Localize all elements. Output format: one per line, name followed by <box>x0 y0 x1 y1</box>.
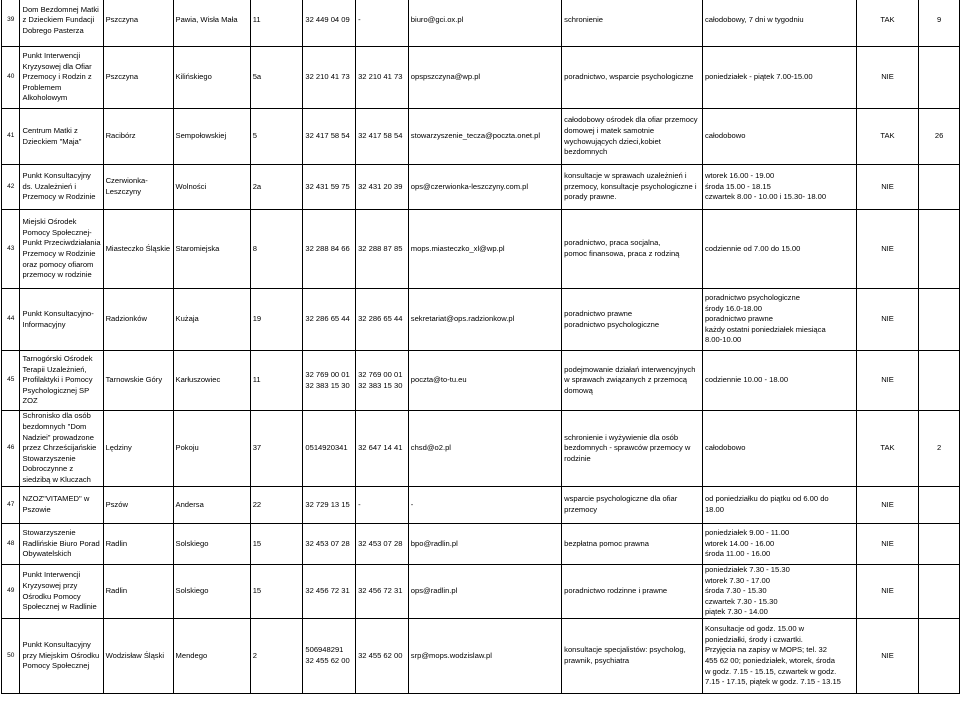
hours-cell <box>702 619 856 694</box>
institution-name-cell <box>20 524 103 565</box>
table-row <box>2 0 960 47</box>
institution-name-cell <box>20 565 103 619</box>
email-cell: biuro@gci.ox.pl <box>408 0 561 47</box>
institution-name-cell-line: Alkoholowym <box>22 93 68 103</box>
institution-name-cell-line: Centrum Matki z <box>22 125 78 135</box>
institution-name-cell-line: Punkt Interwencji <box>22 570 81 580</box>
scope-cell-line: porady prawne. <box>564 192 617 202</box>
phone-cell-line: 0514920341 <box>305 443 348 453</box>
hours-cell-line: 18.00 <box>704 505 724 514</box>
institution-name-cell <box>20 165 103 210</box>
fee-cell: NIE <box>856 351 918 411</box>
fax-cell <box>356 47 409 109</box>
city-cell-line: Lędziny <box>105 443 132 453</box>
city-cell-line: Pszów <box>105 499 128 509</box>
institution-name-cell <box>20 487 103 524</box>
row-number-cell: 47 <box>2 487 20 524</box>
institution-name-cell-line: Dom Bezdomnej Matki <box>22 4 99 14</box>
fee-cell: NIE <box>856 487 918 524</box>
institution-name-cell-line: Punkt Interwencji <box>22 51 81 61</box>
institution-name-cell <box>20 411 103 487</box>
table-body <box>2 0 960 694</box>
email-cell: bpo@radlin.pl <box>408 524 561 565</box>
fax-cell-line: 32 647 14 41 <box>358 443 403 453</box>
institution-name-cell-line: ds. Uzależnień i <box>22 181 77 191</box>
institution-name-cell-line: ZOZ <box>22 396 38 406</box>
hours-cell <box>702 109 856 165</box>
institution-name-cell-line: Punkt Przeciwdziałania <box>22 238 101 248</box>
table-row <box>2 411 960 487</box>
scope-cell <box>562 619 703 694</box>
house-number-cell: 2 <box>250 619 303 694</box>
scope-cell <box>562 411 703 487</box>
hours-cell-line: całodobowo <box>704 443 746 453</box>
table-row <box>2 289 960 351</box>
street-cell: Staromiejska <box>173 210 250 289</box>
hours-cell <box>702 47 856 109</box>
places-cell <box>919 165 960 210</box>
house-number-cell: 8 <box>250 210 303 289</box>
fax-cell-line: 32 210 41 73 <box>358 72 403 82</box>
phone-cell <box>303 0 356 47</box>
institution-name-cell-line: Przemocy i Rodzin z <box>22 72 92 82</box>
places-cell <box>919 351 960 411</box>
email-cell: opspszczyna@wp.pl <box>408 47 561 109</box>
phone-cell <box>303 565 356 619</box>
table-row <box>2 47 960 109</box>
fax-cell-line: 32 286 65 44 <box>358 314 403 324</box>
fee-cell: NIE <box>856 210 918 289</box>
fax-cell-line: 32 455 62 00 <box>358 650 403 660</box>
table-row <box>2 165 960 210</box>
street-cell: Sempołowskiej <box>173 109 250 165</box>
hours-cell <box>702 411 856 487</box>
city-cell-line: Radzionków <box>105 314 147 324</box>
street-cell: Kużaja <box>173 289 250 351</box>
fax-cell <box>356 165 409 210</box>
institution-name-cell-line: Nadziei" prowadzone <box>22 432 94 442</box>
city-cell <box>103 109 173 165</box>
institution-name-cell-line: Informacyjny <box>22 319 66 329</box>
phone-cell <box>303 47 356 109</box>
hours-cell-line: poniedziałki, środy i czwartki. <box>704 634 803 644</box>
fax-cell-line: 32 431 20 39 <box>358 181 403 191</box>
street-cell: Kilińskiego <box>173 47 250 109</box>
institution-name-cell <box>20 289 103 351</box>
institution-name-cell-line: z Dzieckiem Fundacji <box>22 15 95 25</box>
institution-name-cell-line: przemocy w rodzinie <box>22 270 92 280</box>
city-cell <box>103 565 173 619</box>
city-cell-line: Tarnowskie Góry <box>105 375 163 385</box>
institution-name-cell-line: Pszowie <box>22 505 51 514</box>
hours-cell <box>702 565 856 619</box>
row-number-cell: 44 <box>2 289 20 351</box>
house-number-cell: 5a <box>250 47 303 109</box>
hours-cell <box>702 210 856 289</box>
fax-cell-line: 32 456 72 31 <box>358 586 403 596</box>
city-cell <box>103 47 173 109</box>
hours-cell-line: wtorek 14.00 - 16.00 <box>704 538 775 548</box>
hours-cell <box>702 351 856 411</box>
scope-cell-line: przemocy <box>564 505 598 514</box>
institution-name-cell-line: Tarnogórski Ośrodek <box>22 354 93 364</box>
institution-name-cell-line: Dobroczynne z <box>22 464 74 474</box>
phone-cell <box>303 165 356 210</box>
hours-cell-line: od poniedziałku do piątku od 6.00 do <box>704 494 829 504</box>
institution-name-cell-line: Dzieckiem "Maja" <box>22 136 82 146</box>
institution-name-cell-line: bezdomnych "Dom <box>22 422 87 432</box>
city-cell-line: Pszczyna <box>105 72 139 82</box>
scope-cell-line: konsultacje specjalistów: psycholog, <box>564 645 686 655</box>
places-cell <box>919 565 960 619</box>
fax-cell <box>356 109 409 165</box>
hours-cell-line: 8.00-10.00 <box>704 335 742 345</box>
hours-cell <box>702 165 856 210</box>
city-cell <box>103 289 173 351</box>
phone-cell-line: 32 456 72 31 <box>305 586 350 596</box>
institution-name-cell-line: Pomocy Społecznej- <box>22 227 92 237</box>
institution-name-cell-line: Problemem <box>22 82 62 92</box>
email-cell: ops@czerwionka-leszczyny.com.pl <box>408 165 561 210</box>
institution-name-cell-line: Kryzysowej dla Ofiar <box>22 61 92 71</box>
institution-name-cell <box>20 47 103 109</box>
scope-cell-line: domowej i matek samotnie <box>564 125 655 135</box>
institution-name-cell-line: przy Miejskim Ośrodku <box>22 650 100 660</box>
table-row <box>2 619 960 694</box>
fee-cell: NIE <box>856 565 918 619</box>
city-cell-line: Radlin <box>105 538 128 548</box>
phone-cell-line: 32 431 59 75 <box>305 181 350 191</box>
institution-name-cell-line: Społecznej w Radlinie <box>22 602 97 612</box>
scope-cell-line: bezdomnych - sprawców przemocy w <box>564 443 691 453</box>
institutions-table <box>1 0 960 694</box>
scope-cell <box>562 487 703 524</box>
city-cell <box>103 487 173 524</box>
city-cell <box>103 0 173 47</box>
email-cell: mops.miasteczko_xl@wp.pl <box>408 210 561 289</box>
fax-cell <box>356 289 409 351</box>
street-cell: Karłuszowiec <box>173 351 250 411</box>
institution-name-cell-line: siedzibą w Kluczach <box>22 474 91 484</box>
phone-cell-line: 32 769 00 01 <box>305 369 350 379</box>
scope-cell-line: rodzinie <box>564 453 591 463</box>
email-cell: sekretariat@ops.radzionkow.pl <box>408 289 561 351</box>
places-cell <box>919 210 960 289</box>
fee-cell: NIE <box>856 165 918 210</box>
scope-cell-line: w sprawach związanych z przemocą <box>564 375 687 385</box>
institution-name-cell <box>20 619 103 694</box>
table-row <box>2 351 960 411</box>
fee-cell: NIE <box>856 619 918 694</box>
house-number-cell: 15 <box>250 524 303 565</box>
phone-cell <box>303 289 356 351</box>
hours-cell <box>702 0 856 47</box>
scope-cell <box>562 289 703 351</box>
scope-cell-line: bezdomnych <box>564 147 608 157</box>
phone-cell <box>303 411 356 487</box>
hours-cell <box>702 524 856 565</box>
places-cell: 2 <box>919 411 960 487</box>
institution-name-cell-line: Schronisko dla osób <box>22 411 91 421</box>
hours-cell-line: poniedziałek 7.30 - 15.30 <box>704 565 790 575</box>
street-cell: Andersa <box>173 487 250 524</box>
phone-cell-line: 32 288 84 66 <box>305 243 350 253</box>
city-cell <box>103 619 173 694</box>
city-cell <box>103 351 173 411</box>
institution-name-cell-line: Profilaktyki i Pomocy <box>22 375 93 385</box>
row-number-cell: 48 <box>2 524 20 565</box>
scope-cell <box>562 565 703 619</box>
places-cell: 9 <box>919 0 960 47</box>
scope-cell-line: poradnictwo, praca socjalna, <box>564 238 661 248</box>
institution-name-cell-line: Punkt Konsultacyjno- <box>22 308 94 318</box>
institution-name-cell-line: Przemocy w Rodzinie <box>22 249 96 258</box>
scope-cell-line: bezpłatna pomoc prawna <box>564 538 650 548</box>
house-number-cell: 37 <box>250 411 303 487</box>
scope-cell-line: wsparcie psychologiczne dla ofiar <box>564 494 678 504</box>
row-number-cell: 42 <box>2 165 20 210</box>
hours-cell-line: każdy ostatni poniedziałek miesiąca <box>704 324 826 334</box>
hours-cell-line: poradnictwo psychologiczne <box>704 293 800 303</box>
hours-cell <box>702 487 856 524</box>
fax-cell <box>356 619 409 694</box>
places-cell <box>919 47 960 109</box>
hours-cell-line: środa 15.00 - 18.15 <box>704 181 771 191</box>
street-cell: Pawia, Wisła Mała <box>173 0 250 47</box>
institution-name-cell-line: Psychologicznej SP <box>22 385 90 395</box>
phone-cell <box>303 524 356 565</box>
hours-cell-line: całodobowy, 7 dni w tygodniu <box>704 15 804 25</box>
house-number-cell: 11 <box>250 351 303 411</box>
table-row <box>2 210 960 289</box>
city-cell-line: Wodzisław Śląski <box>105 650 165 660</box>
fee-cell: NIE <box>856 289 918 351</box>
hours-cell-line: środa 7.30 - 15.30 <box>704 586 767 596</box>
institution-name-cell-line: Dobrego Pasterza <box>22 25 84 35</box>
institution-name-cell-line: oraz pomocy ofiarom <box>22 259 94 269</box>
fax-cell <box>356 351 409 411</box>
places-cell <box>919 487 960 524</box>
table-row <box>2 565 960 619</box>
scope-cell <box>562 109 703 165</box>
institution-name-cell-line: Przemocy w Rodzinie <box>22 192 96 202</box>
hours-cell-line: wtorek 16.00 - 19.00 <box>704 171 775 181</box>
scope-cell <box>562 0 703 47</box>
row-number-cell: 46 <box>2 411 20 487</box>
scope-cell <box>562 351 703 411</box>
phone-cell <box>303 109 356 165</box>
places-cell: 26 <box>919 109 960 165</box>
street-cell: Mendego <box>173 619 250 694</box>
phone-cell-line: 506948291 <box>305 645 344 655</box>
fax-cell <box>356 210 409 289</box>
institution-name-cell-line: Obywatelskich <box>22 549 72 559</box>
email-cell: chsd@o2.pl <box>408 411 561 487</box>
row-number-cell: 39 <box>2 0 20 47</box>
hours-cell-line: 7.15 - 17.15, piątek w godz. 7.15 - 13.15 <box>704 677 841 687</box>
phone-cell-line: 32 383 15 30 <box>305 380 350 390</box>
institution-name-cell-line: Stowarzyszenie <box>22 528 76 538</box>
scope-cell-line: pomoc finansowa, praca z rodziną <box>564 249 680 258</box>
scope-cell-line: poradnictwo rodzinne i prawne <box>564 586 668 596</box>
fee-cell: NIE <box>856 524 918 565</box>
scope-cell-line: schronienie i wyżywienie dla osób <box>564 432 679 442</box>
fax-cell-line: 32 417 58 54 <box>358 131 403 141</box>
phone-cell-line: 32 453 07 28 <box>305 538 350 548</box>
row-number-cell: 49 <box>2 565 20 619</box>
fax-cell <box>356 524 409 565</box>
hours-cell-line: Konsultacje od godz. 15.00 w <box>704 624 805 634</box>
row-number-cell: 41 <box>2 109 20 165</box>
fee-cell: NIE <box>856 47 918 109</box>
scope-cell <box>562 524 703 565</box>
city-cell-line: Czerwionka- <box>105 176 148 186</box>
hours-cell-line: całodobowo <box>704 131 746 141</box>
city-cell-line: Miasteczko Śląskie <box>105 243 171 253</box>
city-cell <box>103 411 173 487</box>
city-cell-line: Leszczyny <box>105 187 142 196</box>
house-number-cell: 2a <box>250 165 303 210</box>
house-number-cell: 5 <box>250 109 303 165</box>
hours-cell <box>702 289 856 351</box>
hours-cell-line: czwartek 8.00 - 10.00 i 15.30- 18.00 <box>704 192 827 202</box>
institution-name-cell <box>20 210 103 289</box>
scope-cell-line: wychowujących dzieci,kobiet <box>564 136 661 146</box>
institution-name-cell-line: Punkt Konsultacyjny <box>22 640 91 650</box>
city-cell-line: Racibórz <box>105 131 136 141</box>
house-number-cell: 11 <box>250 0 303 47</box>
phone-cell-line: 32 286 65 44 <box>305 314 350 324</box>
hours-cell-line: czwartek 7.30 - 15.30 <box>704 596 778 606</box>
phone-cell-line: 32 729 13 15 <box>305 499 350 509</box>
fax-cell-line: 32 769 00 01 <box>358 369 403 379</box>
city-cell-line: Radlin <box>105 586 128 596</box>
email-cell: stowarzyszenie_tecza@poczta.onet.pl <box>408 109 561 165</box>
institution-name-cell-line: Punkt Konsultacyjny <box>22 171 91 181</box>
phone-cell <box>303 619 356 694</box>
fee-cell: TAK <box>856 411 918 487</box>
hours-cell-line: Przyjęcia na zapisy w MOPS; tel. 32 <box>704 645 827 655</box>
phone-cell-line: 32 210 41 73 <box>305 72 350 82</box>
fax-cell-line: 32 453 07 28 <box>358 538 403 548</box>
row-number-cell: 43 <box>2 210 20 289</box>
hours-cell-line: codziennie 10.00 - 18.00 <box>704 375 789 385</box>
institution-name-cell-line: Ośrodku Pomocy <box>22 591 81 601</box>
places-cell <box>919 289 960 351</box>
institution-name-cell-line: Kryzysowej przy <box>22 580 78 590</box>
hours-cell-line: 455 62 00; poniedziałek, wtorek, środa <box>704 656 835 665</box>
hours-cell-line: codziennie od 7.00 do 15.00 <box>704 243 801 253</box>
row-number-cell: 40 <box>2 47 20 109</box>
scope-cell <box>562 47 703 109</box>
email-cell: poczta@to-tu.eu <box>408 351 561 411</box>
house-number-cell: 22 <box>250 487 303 524</box>
scope-cell-line: całodobowy ośrodek dla ofiar przemocy <box>564 115 698 125</box>
institution-name-cell-line: NZOZ"VITAMED" w <box>22 494 90 504</box>
house-number-cell: 19 <box>250 289 303 351</box>
fee-cell: TAK <box>856 0 918 47</box>
house-number-cell: 15 <box>250 565 303 619</box>
scope-cell-line: podejmowanie działań interwencyjnych <box>564 364 696 374</box>
table-row <box>2 487 960 524</box>
phone-cell <box>303 487 356 524</box>
city-cell-line: Pszczyna <box>105 15 139 25</box>
scope-cell-line: poradnictwo psychologiczne <box>564 319 660 329</box>
scope-cell-line: konsultacje w sprawach uzależnień i <box>564 171 687 181</box>
hours-cell-line: poradnictwo prawne <box>704 314 773 324</box>
hours-cell-line: poniedziałek - piątek 7.00-15.00 <box>704 72 813 82</box>
fax-cell <box>356 487 409 524</box>
fax-cell <box>356 411 409 487</box>
institution-name-cell-line: Terapii Uzależnień, <box>22 364 87 374</box>
street-cell: Solskiego <box>173 524 250 565</box>
places-cell <box>919 619 960 694</box>
table-row <box>2 524 960 565</box>
scope-cell <box>562 210 703 289</box>
phone-cell-line: 32 417 58 54 <box>305 131 350 141</box>
fax-cell-line: 32 288 87 85 <box>358 243 403 253</box>
fax-cell <box>356 0 409 47</box>
hours-cell-line: w godz. 7.15 - 15.15, czwartek w godz. <box>704 666 837 676</box>
places-cell <box>919 524 960 565</box>
phone-cell <box>303 210 356 289</box>
scope-cell-line: domową <box>564 385 593 395</box>
scope-cell-line: schronienie <box>564 15 603 25</box>
institution-name-cell-line: przez Chrześcijańskie <box>22 443 97 453</box>
fax-cell-line: 32 383 15 30 <box>358 380 403 390</box>
institution-name-cell <box>20 351 103 411</box>
scope-cell-line: przemocy, konsultacje psychologiczne i <box>564 181 697 191</box>
phone-cell-line: 32 449 04 09 <box>305 15 350 25</box>
row-number-cell: 50 <box>2 619 20 694</box>
hours-cell-line: środy 16.0-18.00 <box>704 303 762 313</box>
institution-name-cell <box>20 109 103 165</box>
hours-cell-line: środa 11.00 - 16.00 <box>704 549 771 559</box>
city-cell <box>103 524 173 565</box>
city-cell <box>103 165 173 210</box>
hours-cell-line: poniedziałek 9.00 - 11.00 <box>704 528 790 538</box>
email-cell: - <box>408 487 561 524</box>
hours-cell-line: wtorek 7.30 - 17.00 <box>704 575 770 585</box>
institution-name-cell-line: Miejski Ośrodek <box>22 217 77 227</box>
row-number-cell: 45 <box>2 351 20 411</box>
email-cell: ops@radlin.pl <box>408 565 561 619</box>
street-cell: Wolności <box>173 165 250 210</box>
email-cell: srp@mops.wodzislaw.pl <box>408 619 561 694</box>
fee-cell: TAK <box>856 109 918 165</box>
fax-cell-line: - <box>358 499 361 509</box>
scope-cell-line: poradnictwo, wsparcie psychologiczne <box>564 72 694 82</box>
hours-cell-line: piątek 7.30 - 14.00 <box>704 607 768 617</box>
phone-cell-line: 32 455 62 00 <box>305 656 350 665</box>
institution-name-cell-line: Pomocy Społecznej <box>22 661 90 671</box>
street-cell: Pokoju <box>173 411 250 487</box>
institution-name-cell <box>20 0 103 47</box>
phone-cell <box>303 351 356 411</box>
scope-cell-line: poradnictwo prawne <box>564 308 633 318</box>
fax-cell <box>356 565 409 619</box>
institution-name-cell-line: Radlińskie Biuro Porad <box>22 538 100 548</box>
fax-cell-line: - <box>358 15 361 25</box>
institution-name-cell-line: Stowarzyszenie <box>22 453 76 463</box>
scope-cell <box>562 165 703 210</box>
table-row <box>2 109 960 165</box>
city-cell <box>103 210 173 289</box>
scope-cell-line: prawnik, psychiatra <box>564 656 630 665</box>
street-cell: Solskiego <box>173 565 250 619</box>
